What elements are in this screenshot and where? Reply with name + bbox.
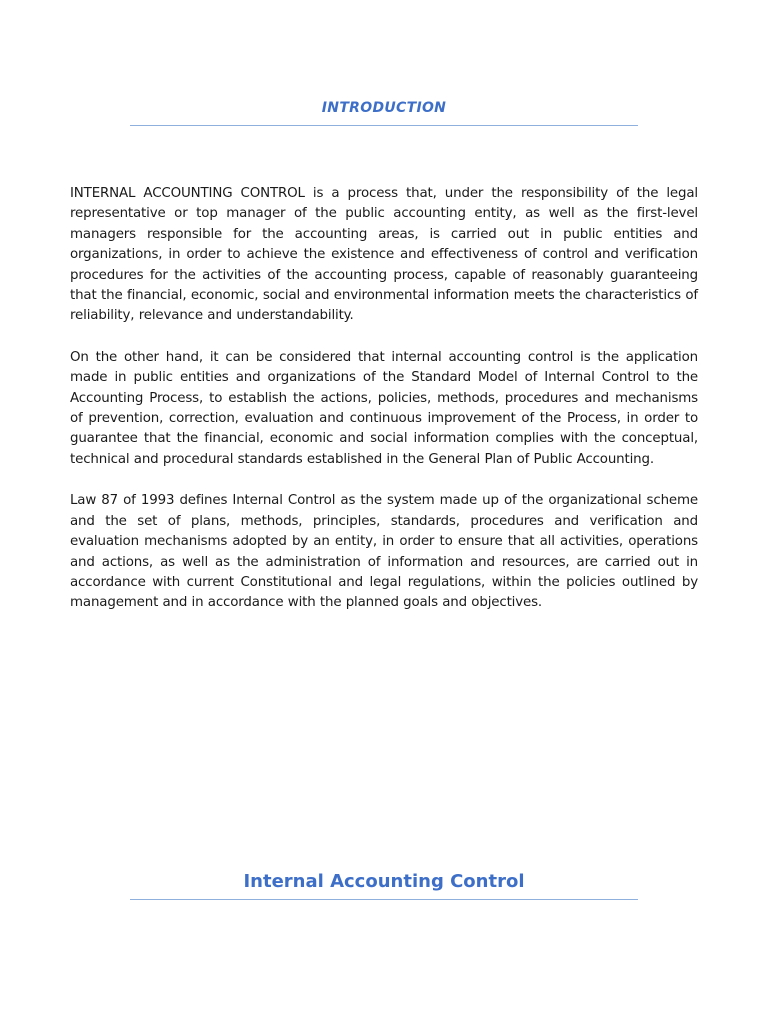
- paragraph-3: Law 87 of 1993 defines Internal Control as the system made up of the organizational scheme and the set of plans, methods, principles, standards, procedures and verification and evaluation mechanisms adopted by an entity, in order to ensure that all activities, operations and actions, as well as the administration of information and resources, are carried out in accordance with current Constitutional and legal regulations, within the policies outlined by management and in accordance with the planned goals and objectives.: [70, 493, 698, 611]
- paragraph-1: INTERNAL ACCOUNTING CONTROL is a process that, under the responsibility of the legal representative or top manager of the public accounting entity, as well as the first-level managers responsible for the accounting areas, is carried out in public entities and organizations, in order to achieve the existence and effectiveness of control and verification procedures for the activities of the accounting process, capable of reasonably guaranteeing that the financial, economic, social and environmental information meets the characteristics of reliability, relevance and understandability.: [70, 186, 698, 324]
- body-text: [70, 184, 698, 635]
- footer-heading: Internal Accounting Control: [243, 871, 525, 892]
- footer-heading-underline: [130, 899, 638, 900]
- section-heading: INTRODUCTION: [321, 100, 447, 116]
- paragraph-2: On the other hand, it can be considered that internal accounting control is the application made in public entities and organizations of the Standard Model of Internal Control to the Accounting Process, to establish the actions, policies, methods, procedures and mechanisms of prevention, correction, evaluation and continuous improvement of the Process, in order to guarantee that the financial, economic and social information complies with the conceptual, technical and procedural standards established in the General Plan of Public Accounting.: [70, 349, 698, 467]
- heading-underline: [130, 125, 638, 126]
